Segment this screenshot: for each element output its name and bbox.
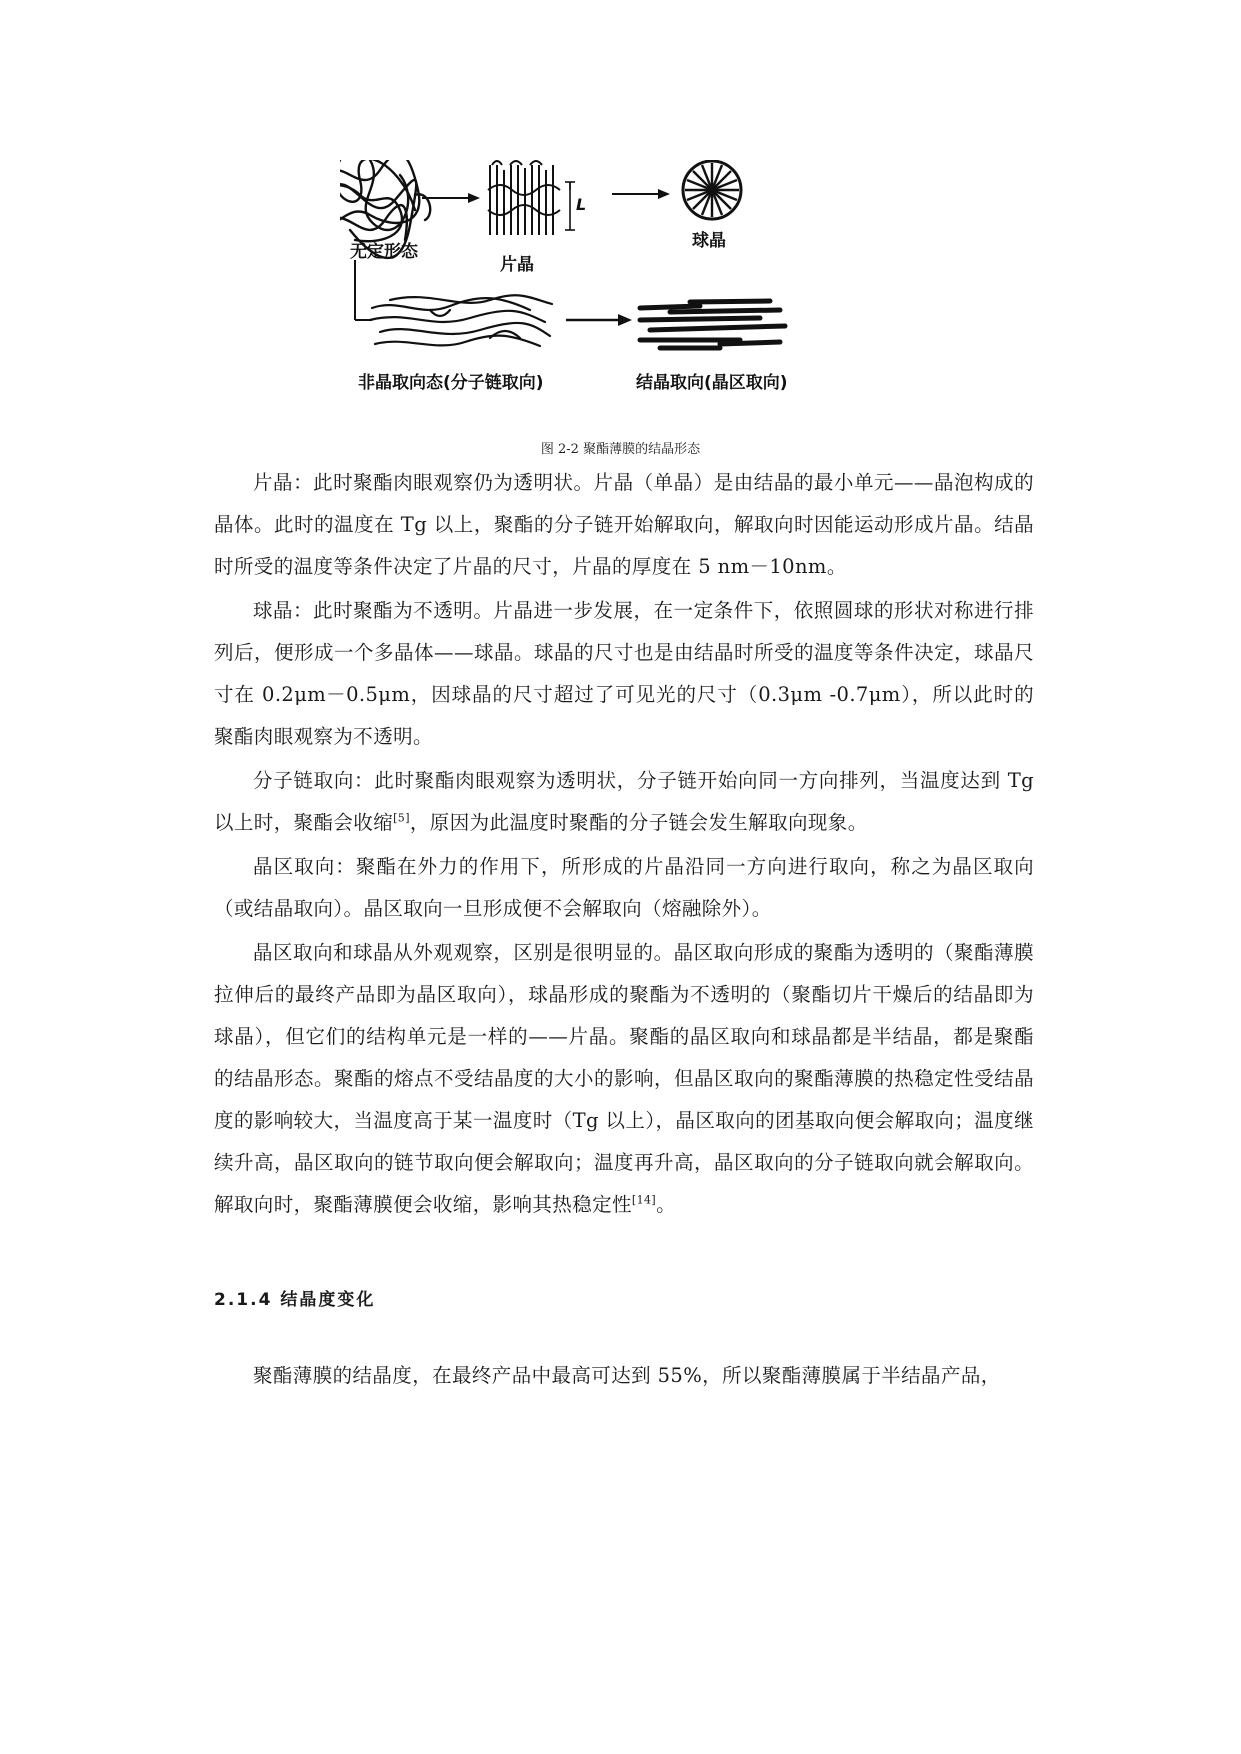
citation-ref[interactable]: [5] [393,811,410,825]
section-heading: 2.1.4 结晶度变化 [214,1290,376,1310]
body-text-continued [214,1355,1034,1397]
amorphous-label: 无定形态 [350,242,418,262]
spherulite-label: 球晶 [692,231,726,251]
amorphous-oriented-label: 非晶取向态(分子链取向) [358,373,544,393]
arrow-amorphous-to-lamella [422,193,480,203]
figure-drawing [340,160,920,420]
paragraph-comparison [214,932,1034,1226]
paragraph-crystallinity: 聚酯薄膜的结晶度，在最终产品中最高可达到 55%，所以聚酯薄膜属于半结晶产品， [253,1364,1001,1387]
lamella-illustration [488,161,560,235]
figure-caption: 图 2-2 聚酯薄膜的结晶形态 [540,442,701,457]
paragraph-text: 分子链取向：此时聚酯肉眼观察为透明状，分子链开始向同一方向排列，当温度达到 Tg 以上时，聚酯会收缩 [214,769,1034,834]
amorphous-oriented-illustration [370,295,552,346]
crystal-oriented-illustration [640,301,785,348]
citation-ref[interactable]: [14] [631,1193,657,1207]
lamella-dimension-marker [565,182,575,230]
paragraph-chain-orientation [214,760,1034,844]
paragraph-text: 晶区取向和球晶从外观观察，区别是很明显的。晶区取向形成的聚酯为透明的（聚酯薄膜拉伸后的最终产品即为晶区取向），球晶形成的聚酯为不透明的（聚酯切片干燥后的结晶即为球晶），但它们的结构单元是一样的——片晶。聚酯的晶区取向和球晶都是半结晶，都是聚酯的结晶形态。聚酯的熔点不受结晶度的大小的影响，但晶区取向的聚酯薄膜的热稳定性受结晶度的影响较大，当温度高于某一温度时（Tg 以上），晶区取向的团基取向便会解取向；温度继续升高，晶区取向的链节取向便会解取向；温度再升高，晶区取向的分子链取向就会解取向。解取向时，聚酯薄膜便会收缩，影响其热稳定性 [214,941,1034,1216]
branch-connector [355,260,372,320]
arrow-lamella-to-spherulite [612,189,670,199]
spherulite-illustration [683,161,741,219]
paragraph-text: ，原因为此温度时聚酯的分子链会发生解取向现象。 [409,811,868,834]
paragraph-spherulite: 球晶：此时聚酯为不透明。片晶进一步发展，在一定条件下，依照圆球的形状对称进行排列后，便形成一个多晶体——球晶。球晶的尺寸也是由结晶时所受的温度等条件决定，球晶尺寸在 0.2μm－0.5μm，因球晶的尺寸超过了可见光的尺寸（0.3μm -0.7μm），所以此时的聚酯肉眼观察为不透明。 [214,599,1034,748]
lamella-length-label: L [576,195,587,214]
paragraph-crystal-orientation: 晶区取向：聚酯在外力的作用下，所形成的片晶沿同一方向进行取向，称之为晶区取向（或结晶取向）。晶区取向一旦形成便不会解取向（熔融除外）。 [214,855,1034,920]
body-text [214,462,1034,1226]
arrow-amorphous-oriented-to-crystal-oriented [566,314,632,326]
lamella-label: 片晶 [500,255,534,275]
paragraph-text: 。 [656,1193,676,1216]
paragraph-lamella: 片晶：此时聚酯肉眼观察仍为透明状。片晶（单晶）是由结晶的最小单元——晶泡构成的晶体。此时的温度在 Tg 以上，聚酯的分子链开始解取向，解取向时因能运动形成片晶。结晶时所受的温度等条件决定了片晶的尺寸，片晶的厚度在 5 nm－10nm。 [214,471,1034,578]
crystal-morphology-figure [340,160,920,420]
crystal-oriented-label: 结晶取向(晶区取向) [636,373,788,393]
